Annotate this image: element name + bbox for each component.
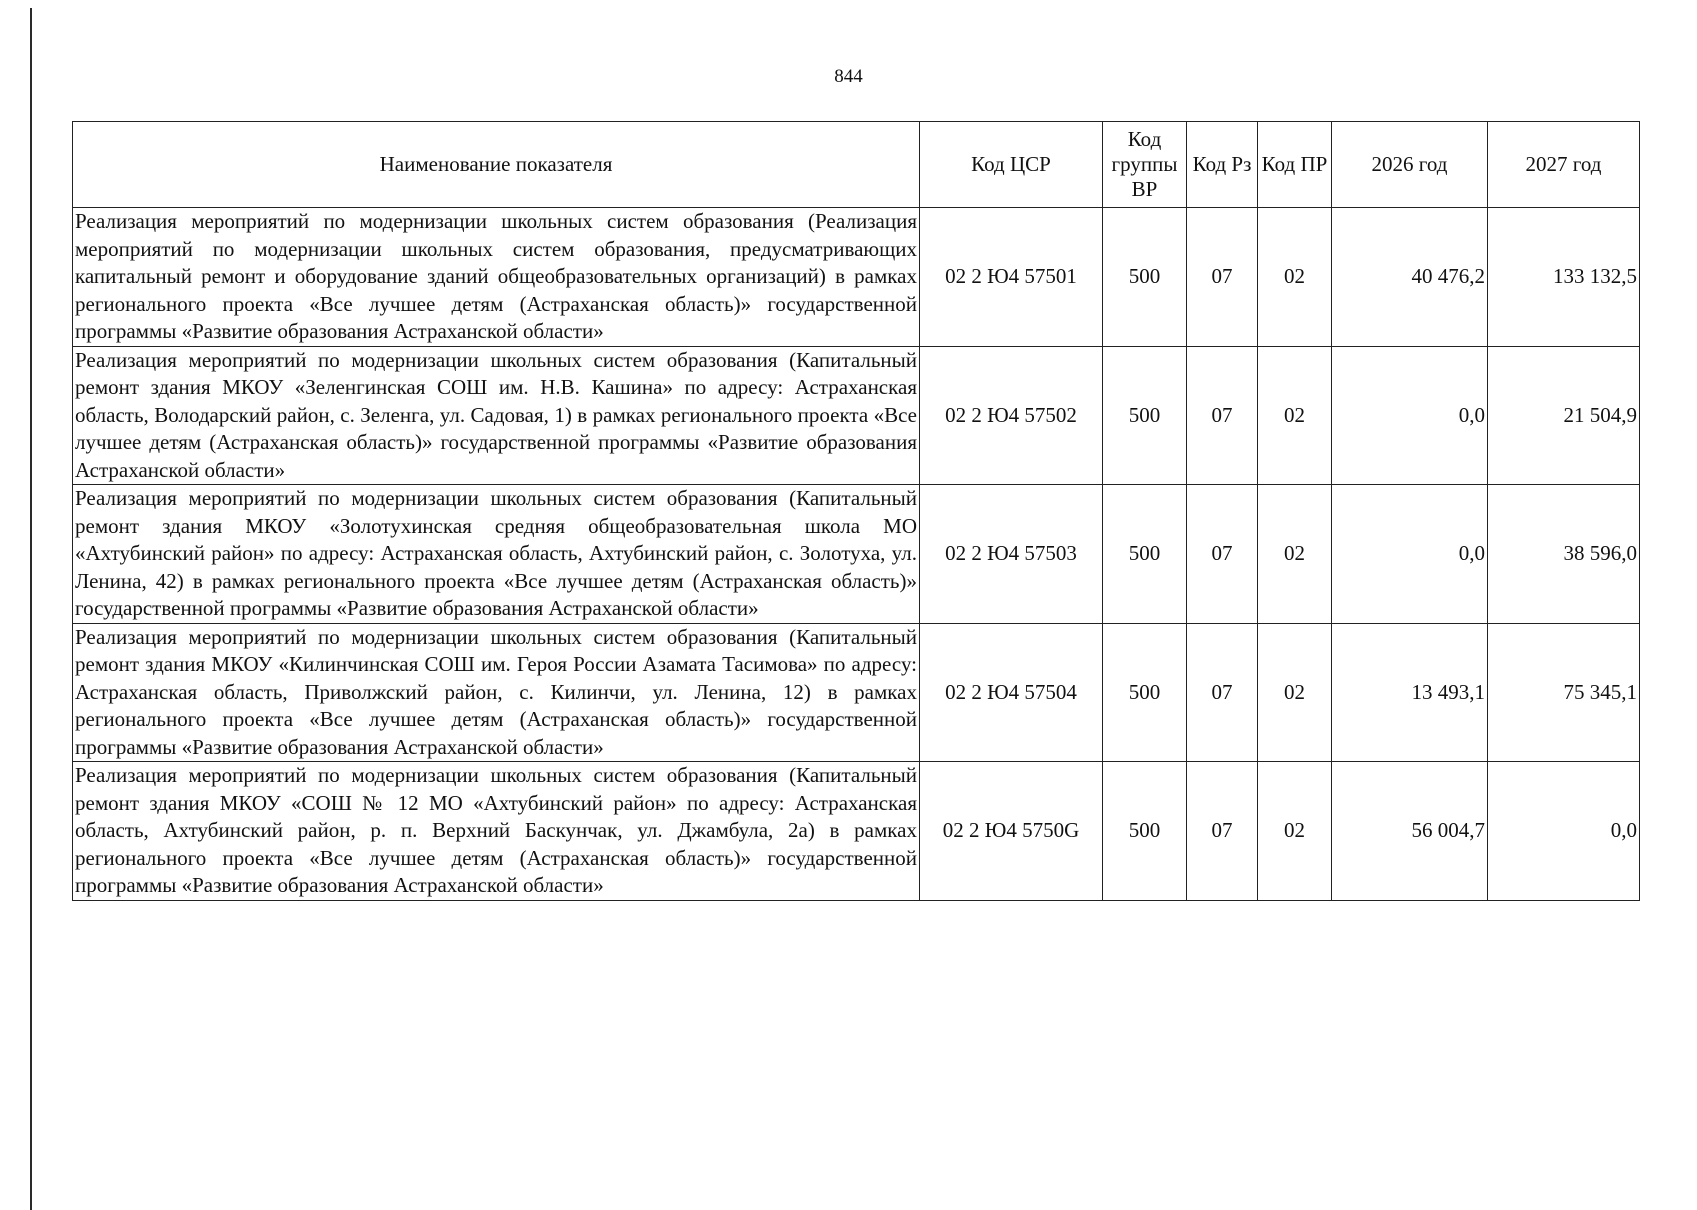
row-2027: 75 345,1	[1488, 623, 1640, 762]
row-pr: 02	[1258, 208, 1332, 347]
row-2026: 13 493,1	[1332, 623, 1488, 762]
table-row	[73, 485, 1640, 624]
page-number	[0, 66, 1697, 88]
row-rz: 07	[1187, 762, 1258, 901]
budget-table	[72, 121, 1640, 901]
left-margin-line	[30, 8, 32, 1210]
header-vr: Код группы ВР	[1103, 122, 1187, 208]
row-2027: 21 504,9	[1488, 346, 1640, 485]
row-2027: 0,0	[1488, 762, 1640, 901]
row-2027: 38 596,0	[1488, 485, 1640, 624]
row-vr: 500	[1103, 346, 1187, 485]
row-2026: 0,0	[1332, 485, 1488, 624]
row-vr: 500	[1103, 762, 1187, 901]
row-name: Реализация мероприятий по модернизации школьных систем образования (Капитальный ремонт здания МКОУ «Золотухинская средняя общеобразовательная школа МО «Ахтубинский район» по адресу: Астраханская область, Ахтубинский район, с. Золотуха, ул. Ленина, 42) в рамках регионального проекта «Все лучшее детям (Астраханская область)» государственной программы «Развитие образования Астраханской области»	[73, 485, 920, 624]
table-row	[73, 762, 1640, 901]
row-vr: 500	[1103, 623, 1187, 762]
row-csr: 02 2 Ю4 57502	[920, 346, 1103, 485]
row-pr: 02	[1258, 623, 1332, 762]
row-csr: 02 2 Ю4 57504	[920, 623, 1103, 762]
row-csr: 02 2 Ю4 5750G	[920, 762, 1103, 901]
table-header	[73, 122, 1640, 208]
row-csr: 02 2 Ю4 57501	[920, 208, 1103, 347]
page-number-text: 844	[834, 66, 863, 87]
header-pr: Код ПР	[1258, 122, 1332, 208]
row-name: Реализация мероприятий по модернизации школьных систем образования (Капитальный ремонт здания МКОУ «СОШ № 12 МО «Ахтубинский район» по адресу: Астраханская область, Ахтубинский район, р. п. Верхний Баскунчак, ул. Джамбула, 2а) в рамках регионального проекта «Все лучшее детям (Астраханская область)» государственной программы «Развитие образования Астраханской области»	[73, 762, 920, 901]
row-name: Реализация мероприятий по модернизации школьных систем образования (Капитальный ремонт здания МКОУ «Килинчинская СОШ им. Героя России Азамата Тасимова» по адресу: Астраханская область, Приволжский район, с. Килинчи, ул. Ленина, 12) в рамках регионального проекта «Все лучшее детям (Астраханская область)» государственной программы «Развитие образования Астраханской области»	[73, 623, 920, 762]
row-2026: 40 476,2	[1332, 208, 1488, 347]
header-rz: Код Рз	[1187, 122, 1258, 208]
header-csr: Код ЦСР	[920, 122, 1103, 208]
row-pr: 02	[1258, 346, 1332, 485]
table-row	[73, 208, 1640, 347]
row-2026: 0,0	[1332, 346, 1488, 485]
row-pr: 02	[1258, 762, 1332, 901]
header-2027: 2027 год	[1488, 122, 1640, 208]
table-row	[73, 346, 1640, 485]
row-2026: 56 004,7	[1332, 762, 1488, 901]
row-vr: 500	[1103, 485, 1187, 624]
row-rz: 07	[1187, 623, 1258, 762]
header-row	[73, 122, 1640, 208]
table-row	[73, 623, 1640, 762]
row-2027: 133 132,5	[1488, 208, 1640, 347]
row-name: Реализация мероприятий по модернизации школьных систем образования (Капитальный ремонт здания МКОУ «Зеленгинская СОШ им. Н.В. Кашина» по адресу: Астраханская область, Володарский район, с. Зеленга, ул. Садовая, 1) в рамках регионального проекта «Все лучшее детям (Астраханская область)» государственной программы «Развитие образования Астраханской области»	[73, 346, 920, 485]
row-rz: 07	[1187, 208, 1258, 347]
row-rz: 07	[1187, 346, 1258, 485]
header-2026: 2026 год	[1332, 122, 1488, 208]
row-vr: 500	[1103, 208, 1187, 347]
row-rz: 07	[1187, 485, 1258, 624]
row-pr: 02	[1258, 485, 1332, 624]
row-name: Реализация мероприятий по модернизации школьных систем образования (Реализация мероприятий по модернизации школьных систем образования, предусматривающих капитальный ремонт и оборудование зданий общеобразовательных организаций) в рамках регионального проекта «Все лучшее детям (Астраханская область)» государственной программы «Развитие образования Астраханской области»	[73, 208, 920, 347]
row-csr: 02 2 Ю4 57503	[920, 485, 1103, 624]
header-name: Наименование показателя	[73, 122, 920, 208]
table-body	[73, 208, 1640, 901]
